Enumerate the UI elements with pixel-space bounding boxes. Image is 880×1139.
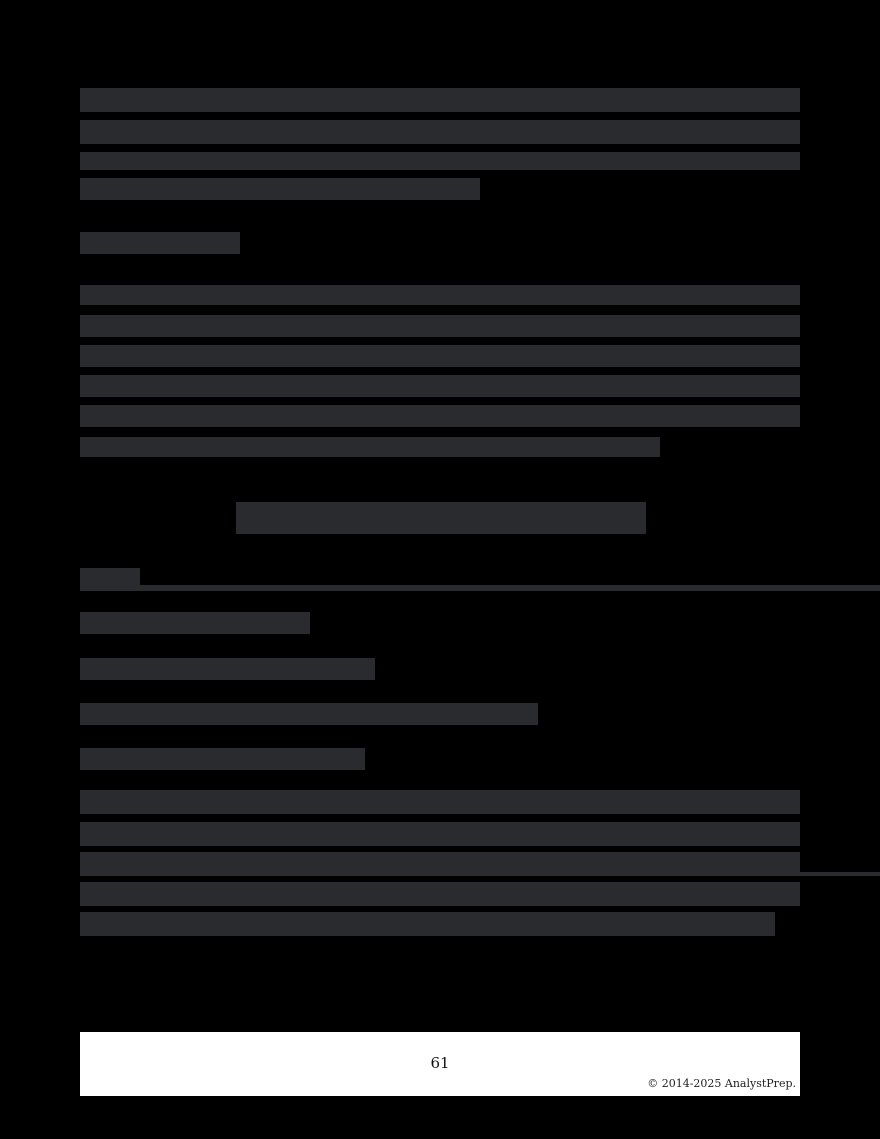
page-number: 61 bbox=[430, 1054, 450, 1072]
redacted-title bbox=[236, 502, 646, 534]
redacted-line bbox=[80, 315, 800, 337]
redacted-line bbox=[80, 882, 800, 906]
redacted-list-item bbox=[80, 748, 365, 770]
redacted-line bbox=[80, 912, 775, 936]
page-footer bbox=[80, 1032, 800, 1096]
redacted-list-item bbox=[80, 658, 375, 680]
copyright-notice: © 2014-2025 AnalystPrep. bbox=[647, 1077, 796, 1090]
redacted-line bbox=[80, 285, 800, 305]
margin-rule bbox=[780, 872, 880, 876]
redacted-line bbox=[80, 437, 660, 457]
redacted-line bbox=[80, 178, 480, 200]
redacted-line bbox=[80, 852, 800, 876]
section-divider bbox=[80, 585, 880, 591]
redacted-line bbox=[80, 120, 800, 144]
redacted-line bbox=[80, 822, 800, 846]
redacted-line bbox=[80, 88, 800, 112]
redacted-list-item bbox=[80, 612, 310, 634]
redacted-list-item bbox=[80, 703, 538, 725]
redacted-heading bbox=[80, 232, 240, 254]
redacted-line bbox=[80, 405, 800, 427]
redacted-line bbox=[80, 152, 800, 170]
redacted-line bbox=[80, 790, 800, 814]
redacted-line bbox=[80, 375, 800, 397]
redacted-line bbox=[80, 345, 800, 367]
